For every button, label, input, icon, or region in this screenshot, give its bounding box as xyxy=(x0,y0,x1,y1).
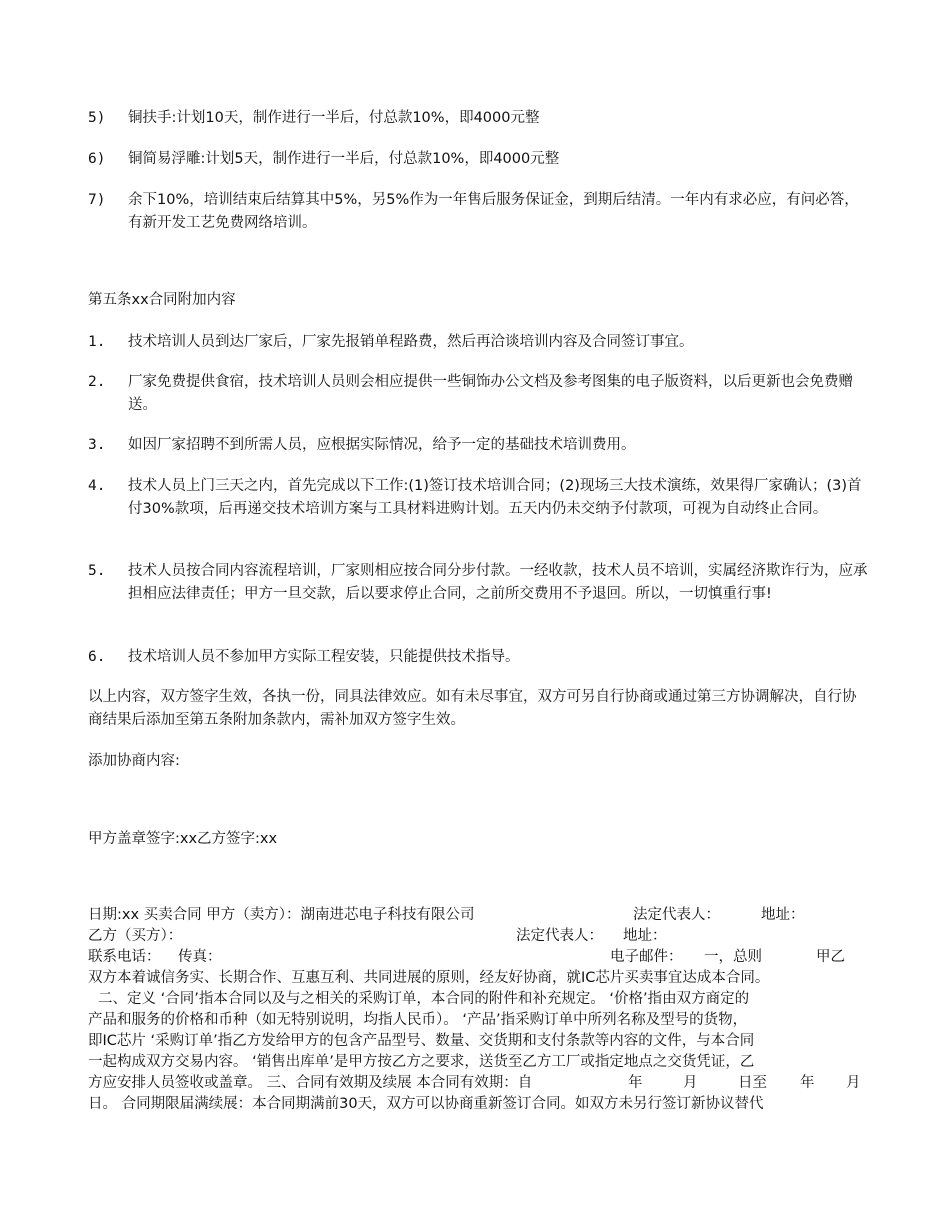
list-item xyxy=(88,331,868,354)
list-item-number: 2. xyxy=(88,374,106,390)
contract-text: 电子邮件： xyxy=(610,949,683,965)
list-item xyxy=(88,189,868,235)
list-item-text: 技术人员上门三天之内，首先完成以下工作:(1)签订技术培训合同；(2)现场三大技术演练，效果得厂家确认；(3)首付30%款项，后再递交技术培训方案与工具材料进购计划。五天内仍未交纳予付款项，可视为自动终止合同。 xyxy=(128,478,862,517)
contract-text: 传真： xyxy=(178,949,222,965)
contract-text: 月 xyxy=(846,1075,861,1091)
list-item-number: 7) xyxy=(88,192,106,208)
list-item-number: 5) xyxy=(88,110,106,126)
contract-text: 年 xyxy=(800,1075,815,1091)
list-item xyxy=(88,371,868,417)
list-item-text: 技术培训人员不参加甲方实际工程安装，只能提供技术指导。 xyxy=(128,649,520,665)
contract-line xyxy=(88,1052,863,1073)
contract-text: 方应安排人员签收或盖章。 三、合同有效期及续展 本合同有效期：自 xyxy=(88,1075,533,1091)
contract-text: 日期:xx 买卖合同 甲方（卖方）：湖南进芯电子科技有限公司 xyxy=(88,907,475,923)
list-item-text: 如因厂家招聘不到所需人员，应根据实际情况，给予一定的基础技术培训费用。 xyxy=(128,437,636,453)
contract-text: 法定代表人： xyxy=(633,907,720,923)
contract-line xyxy=(88,1094,863,1115)
list-item xyxy=(88,560,868,606)
contract-text: 法定代表人： xyxy=(516,928,603,944)
contract-text: 产品和服务的价格和币种（如无特别说明，均指人民币）。 ‘产品’指采购订单中所列名称及型号的货物， xyxy=(88,1012,748,1028)
addendum-label: 添加协商内容: xyxy=(88,753,180,769)
list-item-text: 铜扶手:计划10天，制作进行一半后，付总款10%，即4000元整 xyxy=(128,110,540,126)
list-item-text: 余下10%，培训结束后结算其中5%，另5%作为一年售后服务保证金，到期后结清。一年内有求必应，有问必答，有新开发工艺免费网络培训。 xyxy=(128,192,859,231)
contract-text: 月 xyxy=(683,1075,698,1091)
list-item-number: 1. xyxy=(88,334,106,350)
list-item-number: 6. xyxy=(88,649,106,665)
contract-text: 二、定义 ‘合同’指本合同以及与之相关的采购订单，本合同的附件和补充规定。 ‘价格’指由双方商定的 xyxy=(98,991,750,1007)
contract-line xyxy=(88,926,863,947)
list-item xyxy=(88,646,868,669)
contract-line xyxy=(88,968,863,989)
list-item-text: 技术人员按合同内容流程培训，厂家则相应按合同分步付款。一经收款，技术人员不培训，实属经济欺诈行为，应承担相应法律责任；甲方一旦交款，后以要求停止合同，之前所交费用不予退回。所以，一切慎重行事! xyxy=(128,563,868,602)
contract-text: 日至 xyxy=(738,1075,767,1091)
contract-line xyxy=(88,1073,863,1094)
list-item xyxy=(88,434,868,457)
list-item-text: 厂家免费提供食宿，技术培训人员则会相应提供一些铜饰办公文档及参考图集的电子版资料，以后更新也会免费赠送。 xyxy=(128,374,853,413)
contract-line xyxy=(88,947,863,968)
closing-paragraph: 以上内容，双方签字生效，各执一份，同具法律效应。如有未尽事宜，双方可另自行协商或通过第三方协调解决，自行协商结果后添加至第五条附加条款内，需补加双方签字生效。 xyxy=(88,689,857,728)
list-item-text: 铜简易浮雕:计划5天，制作进行一半后，付总款10%，即4000元整 xyxy=(128,151,560,167)
contract-text: 乙方（买方）： xyxy=(88,928,183,944)
list-item-number: 4. xyxy=(88,478,106,494)
list-item xyxy=(88,148,868,171)
contract-text: 日。 合同期限届满续展：本合同期满前30天，双方可以协商重新签订合同。如双方未另行签订新协议替代 xyxy=(88,1096,764,1112)
contract-text: 一，总则 xyxy=(704,949,762,965)
contract-block xyxy=(88,905,863,1115)
signature-line: 甲方盖章签字:xx乙方签字:xx xyxy=(88,831,278,847)
contract-text: 地址： xyxy=(761,907,805,923)
contract-text: 年 xyxy=(628,1075,643,1091)
list-item-number: 3. xyxy=(88,437,106,453)
list-item-number: 5. xyxy=(88,563,106,579)
contract-text: 地址： xyxy=(623,928,667,944)
contract-text: 甲乙 xyxy=(816,949,845,965)
contract-line xyxy=(88,905,863,926)
list-item-text: 技术培训人员到达厂家后，厂家先报销单程路费，然后再洽谈培训内容及合同签订事宜。 xyxy=(128,334,694,350)
contract-line xyxy=(88,1031,863,1052)
contract-text: 即IC芯片 ‘采购订单’指乙方发给甲方的包含产品型号、数量、交货期和支付条款等内容的文件，与本合同 xyxy=(88,1033,755,1049)
list-item-number: 6) xyxy=(88,151,106,167)
list-item xyxy=(88,107,868,130)
contract-line xyxy=(88,1010,863,1031)
contract-text: 联系电话： xyxy=(88,949,161,965)
list-item xyxy=(88,475,868,521)
contract-text: 双方本着诚信务实、长期合作、互惠互利、共同进展的原则，经友好协商，就IC芯片买卖事宜达成本合同。 xyxy=(88,970,770,986)
contract-line xyxy=(88,989,863,1010)
section-title: 第五条xx合同附加内容 xyxy=(88,292,236,308)
contract-text: 一起构成双方交易内容。 ‘销售出库单’是甲方按乙方之要求，送货至乙方工厂或指定地点之交货凭证，乙 xyxy=(88,1054,755,1070)
